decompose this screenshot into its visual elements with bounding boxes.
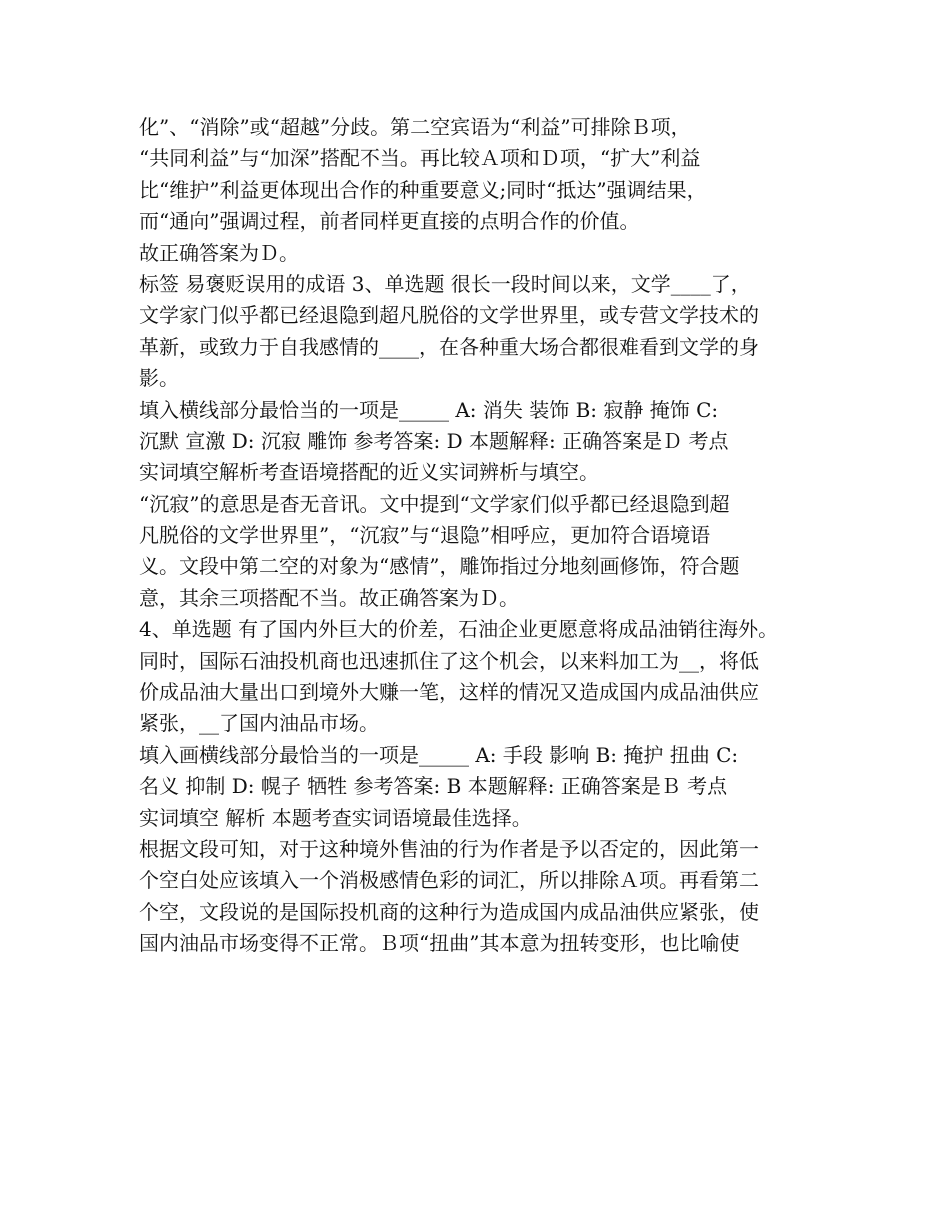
- text-line: 实词填空 解析 本题考查实词语境最佳选择。: [139, 805, 532, 830]
- text-line: 比“维护”利益更体现出合作的种重要意义;同时“抵达”强调结果，: [139, 177, 707, 202]
- document-body-text: [139, 112, 829, 960]
- text-line: 沉默 宣激 D: 沉寂 雕饰 参考答案: D 本题解释: 正确答案是Ｄ 考点: [139, 428, 729, 453]
- text-line: 义。文段中第二空的对象为“感情”，雕饰指过分地刻画修饰，符合题: [139, 554, 740, 579]
- text-line: 紧张，__了国内油品市场。: [139, 711, 379, 736]
- text-line: 革新，或致力于自我感情的____，在各种重大场合都很难看到文学的身: [139, 334, 759, 359]
- text-line: 而“通向”强调过程，前者同样更直接的点明合作的价值。: [139, 209, 640, 234]
- text-line: 价成品油大量出口到境外大赚一笔，这样的情况又造成国内成品油供应: [139, 680, 759, 705]
- text-line: 标签 易褒贬误用的成语 3、单选题 很长一段时间以来，文学____了，: [139, 271, 751, 296]
- text-line: 个空白处应该填入一个消极感情色彩的词汇，所以排除Ａ项。再看第二: [139, 868, 759, 893]
- text-line: 4、单选题 有了国内外巨大的价差，石油企业更愿意将成品油销往海外。: [139, 617, 779, 642]
- text-line: 凡脱俗的文学世界里”，“沉寂”与“退隐”相呼应，更加符合语境语: [139, 523, 711, 548]
- text-line: 文学家门似乎都已经退隐到超凡脱俗的文学世界里，或专营文学技术的: [139, 303, 759, 328]
- text-line: 意，其余三项搭配不当。故正确答案为Ｄ。: [139, 585, 519, 610]
- text-line: “共同利益”与“加深”搭配不当。再比较Ａ项和Ｄ项，“扩大”利益: [139, 146, 701, 171]
- text-line: 名义 抑制 D: 幌子 牺牲 参考答案: B 本题解释: 正确答案是Ｂ 考点: [139, 774, 728, 799]
- text-line: 化”、“消除”或“超越”分歧。第二空宾语为“利益”可排除Ｂ项，: [139, 115, 691, 139]
- text-line: 故正确答案为Ｄ。: [139, 240, 299, 265]
- text-line: “沉寂”的意思是杳无音讯。文中提到“文学家们似乎都已经退隐到超: [139, 491, 730, 516]
- text-line: 根据文段可知，对于这种境外售油的行为作者是予以否定的，因此第一: [139, 836, 759, 861]
- text-line: 影。: [139, 366, 179, 391]
- text-line: 个空，文段说的是国际投机商的这种行为造成国内成品油供应紧张，使: [139, 899, 759, 924]
- text-line: 实词填空解析考查语境搭配的近义实词辨析与填空。: [139, 460, 599, 485]
- text-line: 同时，国际石油投机商也迅速抓住了这个机会，以来料加工为__，将低: [139, 648, 759, 673]
- text-line: 国内油品市场变得不正常。Ｂ项“扭曲”其本意为扭转变形，也比喻使: [139, 931, 740, 956]
- text-line: 填入横线部分最恰当的一项是_____ A: 消失 装饰 B: 寂静 掩饰 C:: [139, 397, 719, 422]
- text-line: 填入画横线部分最恰当的一项是_____ A: 手段 影响 B: 掩护 扭曲 C:: [139, 742, 739, 767]
